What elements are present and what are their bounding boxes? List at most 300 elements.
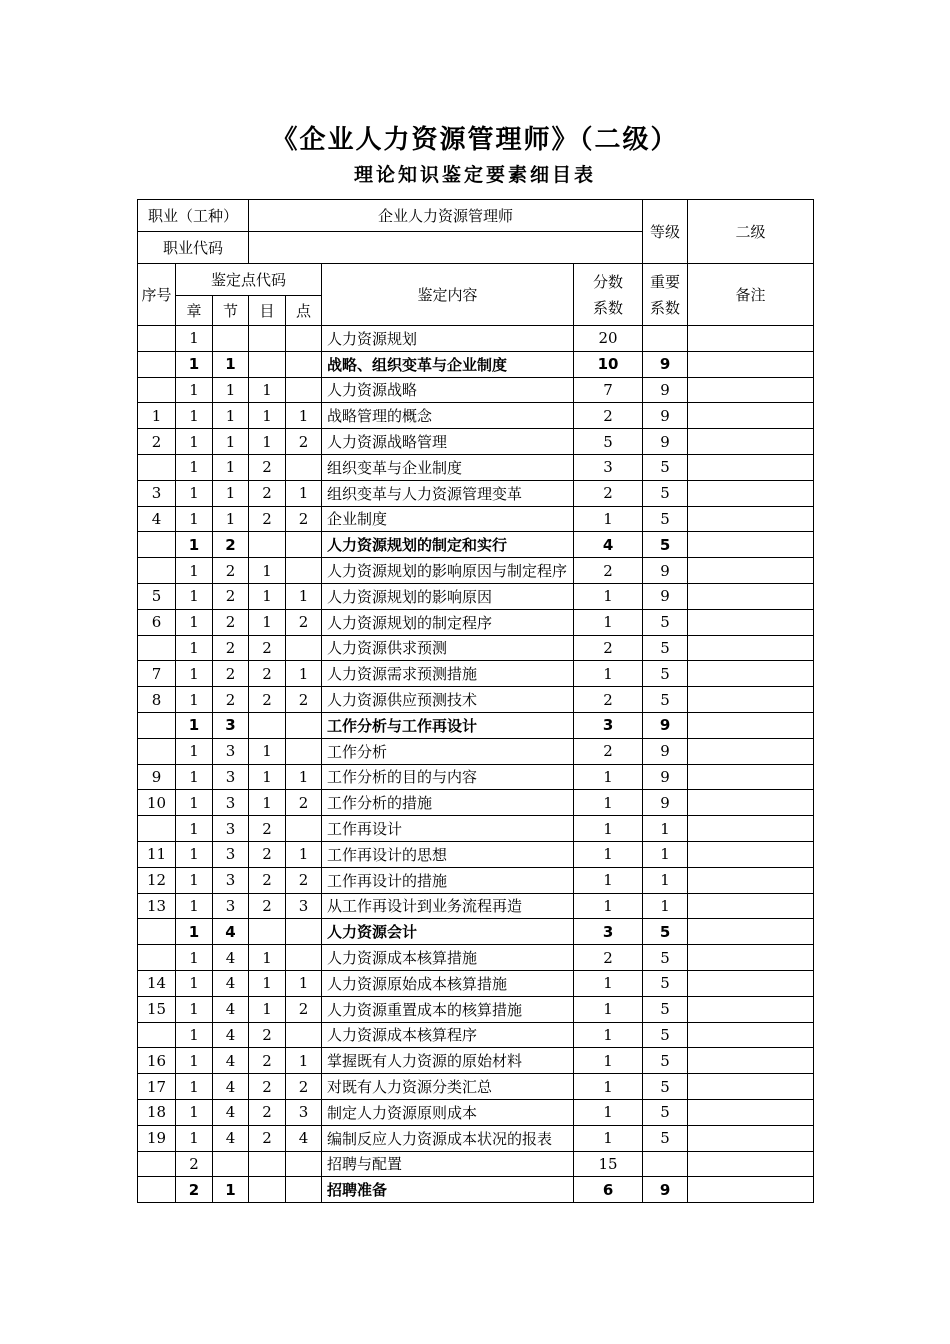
importance-cell: 5	[643, 687, 688, 713]
importance-cell	[643, 1151, 688, 1177]
chapter-cell: 2	[176, 1151, 213, 1177]
item-cell: 2	[249, 480, 286, 506]
seq-cell	[138, 1177, 176, 1203]
item-cell: 1	[249, 945, 286, 971]
section-cell: 1	[213, 506, 249, 532]
chapter-cell: 1	[176, 1048, 213, 1074]
score-cell: 1	[574, 841, 643, 867]
content-cell: 制定人力资源原则成本	[322, 1099, 574, 1125]
seq-cell	[138, 532, 176, 558]
item-cell: 2	[249, 867, 286, 893]
point-cell	[286, 351, 322, 377]
item-cell: 2	[249, 454, 286, 480]
importance-cell: 5	[643, 480, 688, 506]
seq-cell: 16	[138, 1048, 176, 1074]
section-cell: 4	[213, 919, 249, 945]
importance-cell: 5	[643, 532, 688, 558]
table-row	[138, 532, 814, 558]
item-cell: 1	[249, 790, 286, 816]
chapter-cell: 1	[176, 558, 213, 584]
seq-cell	[138, 558, 176, 584]
col-code-group-header: 鉴定点代码	[176, 264, 322, 296]
score-cell: 2	[574, 945, 643, 971]
item-cell: 2	[249, 635, 286, 661]
section-cell: 4	[213, 1022, 249, 1048]
remark-cell	[688, 403, 814, 429]
point-cell: 1	[286, 661, 322, 687]
seq-cell	[138, 454, 176, 480]
importance-cell	[643, 326, 688, 352]
chapter-cell: 1	[176, 738, 213, 764]
score-cell: 1	[574, 764, 643, 790]
content-cell: 人力资源规划的影响原因	[322, 583, 574, 609]
seq-cell: 1	[138, 403, 176, 429]
seq-cell	[138, 635, 176, 661]
content-cell: 人力资源规划的影响原因与制定程序	[322, 558, 574, 584]
point-cell	[286, 1177, 322, 1203]
score-cell: 15	[574, 1151, 643, 1177]
score-cell: 1	[574, 1022, 643, 1048]
importance-cell: 5	[643, 454, 688, 480]
chapter-cell: 1	[176, 609, 213, 635]
remark-cell	[688, 1125, 814, 1151]
remark-cell	[688, 1074, 814, 1100]
score-cell: 1	[574, 1048, 643, 1074]
remark-cell	[688, 712, 814, 738]
code-label: 职业代码	[138, 232, 249, 264]
section-cell: 1	[213, 351, 249, 377]
remark-cell	[688, 326, 814, 352]
item-cell: 1	[249, 738, 286, 764]
point-cell: 1	[286, 583, 322, 609]
section-cell	[213, 1151, 249, 1177]
chapter-cell: 1	[176, 377, 213, 403]
section-cell: 3	[213, 764, 249, 790]
item-cell	[249, 1151, 286, 1177]
content-cell: 工作再设计的思想	[322, 841, 574, 867]
importance-cell: 5	[643, 1074, 688, 1100]
remark-cell	[688, 480, 814, 506]
content-cell: 人力资源规划	[322, 326, 574, 352]
remark-cell	[688, 583, 814, 609]
table-row	[138, 816, 814, 842]
table-row	[138, 738, 814, 764]
seq-cell	[138, 712, 176, 738]
importance-cell: 1	[643, 867, 688, 893]
item-cell: 2	[249, 687, 286, 713]
remark-cell	[688, 841, 814, 867]
point-cell	[286, 1022, 322, 1048]
col-score-header: 分数系数	[574, 264, 643, 326]
importance-cell: 5	[643, 1125, 688, 1151]
importance-cell: 9	[643, 377, 688, 403]
table-row	[138, 687, 814, 713]
content-cell: 掌握既有人力资源的原始材料	[322, 1048, 574, 1074]
chapter-cell: 1	[176, 687, 213, 713]
seq-cell	[138, 1151, 176, 1177]
level-value: 二级	[688, 200, 814, 264]
item-cell: 2	[249, 1048, 286, 1074]
item-cell	[249, 1177, 286, 1203]
table-row	[138, 480, 814, 506]
col-importance-header: 重要系数	[643, 264, 688, 326]
item-cell: 2	[249, 506, 286, 532]
table-row	[138, 867, 814, 893]
seq-cell	[138, 738, 176, 764]
table-row	[138, 1022, 814, 1048]
chapter-cell: 1	[176, 661, 213, 687]
section-cell: 2	[213, 661, 249, 687]
chapter-cell: 1	[176, 635, 213, 661]
score-cell: 1	[574, 867, 643, 893]
appraisal-table	[137, 199, 814, 1203]
importance-cell: 5	[643, 506, 688, 532]
seq-cell	[138, 377, 176, 403]
remark-cell	[688, 1048, 814, 1074]
score-cell: 1	[574, 1099, 643, 1125]
content-cell: 人力资源重置成本的核算措施	[322, 996, 574, 1022]
importance-cell: 5	[643, 1022, 688, 1048]
importance-cell: 9	[643, 403, 688, 429]
seq-cell: 5	[138, 583, 176, 609]
score-cell: 5	[574, 429, 643, 455]
seq-cell: 19	[138, 1125, 176, 1151]
section-cell: 1	[213, 480, 249, 506]
importance-cell: 1	[643, 816, 688, 842]
section-cell: 4	[213, 996, 249, 1022]
score-cell: 3	[574, 712, 643, 738]
section-cell: 3	[213, 712, 249, 738]
importance-cell: 5	[643, 919, 688, 945]
item-cell: 1	[249, 970, 286, 996]
section-cell: 3	[213, 738, 249, 764]
chapter-cell: 1	[176, 506, 213, 532]
seq-cell: 8	[138, 687, 176, 713]
chapter-cell: 1	[176, 893, 213, 919]
item-cell: 1	[249, 609, 286, 635]
point-cell: 2	[286, 609, 322, 635]
importance-cell: 1	[643, 893, 688, 919]
importance-cell: 1	[643, 841, 688, 867]
item-cell	[249, 532, 286, 558]
content-cell: 人力资源规划的制定和实行	[322, 532, 574, 558]
score-cell: 1	[574, 1125, 643, 1151]
document-subtitle: 理论知识鉴定要素细目表	[353, 164, 596, 186]
content-cell: 人力资源战略管理	[322, 429, 574, 455]
remark-cell	[688, 1099, 814, 1125]
score-cell: 7	[574, 377, 643, 403]
occupation-value: 企业人力资源管理师	[249, 200, 643, 232]
seq-cell: 4	[138, 506, 176, 532]
table-row	[138, 945, 814, 971]
col-section-header: 节	[213, 296, 249, 326]
item-cell: 1	[249, 583, 286, 609]
point-cell	[286, 558, 322, 584]
importance-cell: 9	[643, 738, 688, 764]
point-cell	[286, 738, 322, 764]
remark-cell	[688, 558, 814, 584]
level-label: 等级	[643, 200, 688, 264]
section-cell: 1	[213, 403, 249, 429]
chapter-cell: 1	[176, 480, 213, 506]
score-cell: 3	[574, 919, 643, 945]
section-cell	[213, 326, 249, 352]
remark-cell	[688, 609, 814, 635]
section-cell: 1	[213, 1177, 249, 1203]
content-cell: 人力资源需求预测措施	[322, 661, 574, 687]
col-remark-header: 备注	[688, 264, 814, 326]
remark-cell	[688, 377, 814, 403]
importance-cell: 5	[643, 661, 688, 687]
score-cell: 10	[574, 351, 643, 377]
point-cell: 1	[286, 970, 322, 996]
importance-cell: 9	[643, 1177, 688, 1203]
chapter-cell: 1	[176, 945, 213, 971]
table-row	[138, 583, 814, 609]
content-cell: 人力资源成本核算措施	[322, 945, 574, 971]
section-cell: 2	[213, 532, 249, 558]
content-cell: 招聘准备	[322, 1177, 574, 1203]
table-row	[138, 1151, 814, 1177]
importance-cell: 5	[643, 609, 688, 635]
item-cell: 1	[249, 764, 286, 790]
section-cell: 1	[213, 454, 249, 480]
importance-cell: 9	[643, 712, 688, 738]
table-row	[138, 454, 814, 480]
item-cell: 1	[249, 403, 286, 429]
section-cell: 4	[213, 970, 249, 996]
point-cell	[286, 945, 322, 971]
score-cell: 1	[574, 583, 643, 609]
score-cell: 2	[574, 403, 643, 429]
remark-cell	[688, 816, 814, 842]
point-cell: 2	[286, 1074, 322, 1100]
point-cell	[286, 532, 322, 558]
score-cell: 2	[574, 558, 643, 584]
table-row	[138, 712, 814, 738]
item-cell	[249, 326, 286, 352]
code-value	[249, 232, 643, 264]
section-cell: 2	[213, 558, 249, 584]
content-cell: 工作再设计的措施	[322, 867, 574, 893]
score-cell: 1	[574, 970, 643, 996]
document-title: 《企业人力资源管理师》（二级）	[271, 125, 679, 155]
chapter-cell: 1	[176, 790, 213, 816]
item-cell: 2	[249, 816, 286, 842]
table-row	[138, 996, 814, 1022]
table-row	[138, 558, 814, 584]
section-cell: 3	[213, 790, 249, 816]
section-cell: 2	[213, 609, 249, 635]
table-row	[138, 609, 814, 635]
score-cell: 1	[574, 1074, 643, 1100]
col-item-header: 目	[249, 296, 286, 326]
item-cell: 1	[249, 558, 286, 584]
section-cell: 1	[213, 377, 249, 403]
score-cell: 1	[574, 893, 643, 919]
section-cell: 2	[213, 687, 249, 713]
item-cell: 2	[249, 893, 286, 919]
remark-cell	[688, 635, 814, 661]
section-cell: 3	[213, 841, 249, 867]
seq-cell: 14	[138, 970, 176, 996]
content-cell: 企业制度	[322, 506, 574, 532]
chapter-cell: 1	[176, 351, 213, 377]
chapter-cell: 1	[176, 764, 213, 790]
remark-cell	[688, 867, 814, 893]
item-cell: 2	[249, 1099, 286, 1125]
content-cell: 人力资源战略	[322, 377, 574, 403]
col-content-header: 鉴定内容	[322, 264, 574, 326]
point-cell: 2	[286, 687, 322, 713]
chapter-cell: 1	[176, 1099, 213, 1125]
section-cell: 2	[213, 583, 249, 609]
content-cell: 人力资源规划的制定程序	[322, 609, 574, 635]
point-cell: 1	[286, 480, 322, 506]
remark-cell	[688, 893, 814, 919]
point-cell: 2	[286, 790, 322, 816]
seq-cell: 2	[138, 429, 176, 455]
chapter-cell: 1	[176, 454, 213, 480]
seq-cell: 18	[138, 1099, 176, 1125]
score-cell: 2	[574, 480, 643, 506]
content-cell: 战略、组织变革与企业制度	[322, 351, 574, 377]
chapter-cell: 1	[176, 583, 213, 609]
chapter-cell: 1	[176, 1022, 213, 1048]
table-row	[138, 919, 814, 945]
importance-cell: 5	[643, 1099, 688, 1125]
point-cell: 4	[286, 1125, 322, 1151]
remark-cell	[688, 429, 814, 455]
table-row	[138, 841, 814, 867]
importance-cell: 5	[643, 1048, 688, 1074]
section-cell: 3	[213, 816, 249, 842]
point-cell: 1	[286, 764, 322, 790]
item-cell: 2	[249, 1125, 286, 1151]
chapter-cell: 1	[176, 1074, 213, 1100]
section-cell: 1	[213, 429, 249, 455]
content-cell: 人力资源供求预测	[322, 635, 574, 661]
content-cell: 人力资源会计	[322, 919, 574, 945]
content-cell: 人力资源供应预测技术	[322, 687, 574, 713]
importance-cell: 9	[643, 351, 688, 377]
table-row	[138, 661, 814, 687]
importance-cell: 5	[643, 970, 688, 996]
table-row	[138, 970, 814, 996]
score-cell: 2	[574, 738, 643, 764]
item-cell: 1	[249, 429, 286, 455]
column-header-row-1	[138, 264, 814, 296]
table-row	[138, 1099, 814, 1125]
seq-cell: 6	[138, 609, 176, 635]
item-cell: 1	[249, 996, 286, 1022]
chapter-cell: 1	[176, 403, 213, 429]
chapter-cell: 1	[176, 841, 213, 867]
item-cell: 1	[249, 377, 286, 403]
chapter-cell: 1	[176, 429, 213, 455]
remark-cell	[688, 996, 814, 1022]
point-cell: 2	[286, 506, 322, 532]
score-cell: 1	[574, 816, 643, 842]
seq-cell: 17	[138, 1074, 176, 1100]
point-cell: 3	[286, 893, 322, 919]
content-cell: 人力资源成本核算程序	[322, 1022, 574, 1048]
remark-cell	[688, 970, 814, 996]
remark-cell	[688, 532, 814, 558]
point-cell	[286, 712, 322, 738]
seq-cell	[138, 816, 176, 842]
seq-cell	[138, 919, 176, 945]
content-cell: 工作再设计	[322, 816, 574, 842]
chapter-cell: 1	[176, 712, 213, 738]
score-cell: 2	[574, 635, 643, 661]
content-cell: 对既有人力资源分类汇总	[322, 1074, 574, 1100]
score-cell: 20	[574, 326, 643, 352]
content-cell: 组织变革与企业制度	[322, 454, 574, 480]
seq-cell: 7	[138, 661, 176, 687]
table-row	[138, 635, 814, 661]
point-cell: 1	[286, 1048, 322, 1074]
seq-cell: 15	[138, 996, 176, 1022]
table-row	[138, 326, 814, 352]
score-cell: 1	[574, 661, 643, 687]
chapter-cell: 1	[176, 867, 213, 893]
point-cell	[286, 377, 322, 403]
seq-cell: 3	[138, 480, 176, 506]
importance-cell: 5	[643, 996, 688, 1022]
chapter-cell: 1	[176, 1125, 213, 1151]
section-cell: 2	[213, 635, 249, 661]
remark-cell	[688, 687, 814, 713]
seq-cell: 9	[138, 764, 176, 790]
importance-cell: 5	[643, 945, 688, 971]
importance-cell: 9	[643, 558, 688, 584]
section-cell: 4	[213, 1048, 249, 1074]
point-cell	[286, 454, 322, 480]
importance-cell: 9	[643, 583, 688, 609]
section-cell: 4	[213, 1074, 249, 1100]
chapter-cell: 1	[176, 996, 213, 1022]
content-cell: 招聘与配置	[322, 1151, 574, 1177]
content-cell: 工作分析的措施	[322, 790, 574, 816]
content-cell: 工作分析的目的与内容	[322, 764, 574, 790]
importance-cell: 9	[643, 764, 688, 790]
occupation-label: 职业（工种）	[138, 200, 249, 232]
score-cell: 1	[574, 996, 643, 1022]
score-cell: 1	[574, 609, 643, 635]
point-cell: 2	[286, 996, 322, 1022]
score-cell: 3	[574, 454, 643, 480]
section-cell: 3	[213, 893, 249, 919]
table-row	[138, 506, 814, 532]
point-cell: 1	[286, 403, 322, 429]
col-point-header: 点	[286, 296, 322, 326]
chapter-cell: 1	[176, 816, 213, 842]
table-row	[138, 893, 814, 919]
seq-cell: 10	[138, 790, 176, 816]
point-cell: 1	[286, 841, 322, 867]
seq-cell	[138, 1022, 176, 1048]
point-cell	[286, 919, 322, 945]
item-cell	[249, 919, 286, 945]
remark-cell	[688, 919, 814, 945]
item-cell: 2	[249, 1022, 286, 1048]
remark-cell	[688, 1022, 814, 1048]
chapter-cell: 1	[176, 919, 213, 945]
table-row	[138, 790, 814, 816]
score-cell: 4	[574, 532, 643, 558]
table-row	[138, 377, 814, 403]
